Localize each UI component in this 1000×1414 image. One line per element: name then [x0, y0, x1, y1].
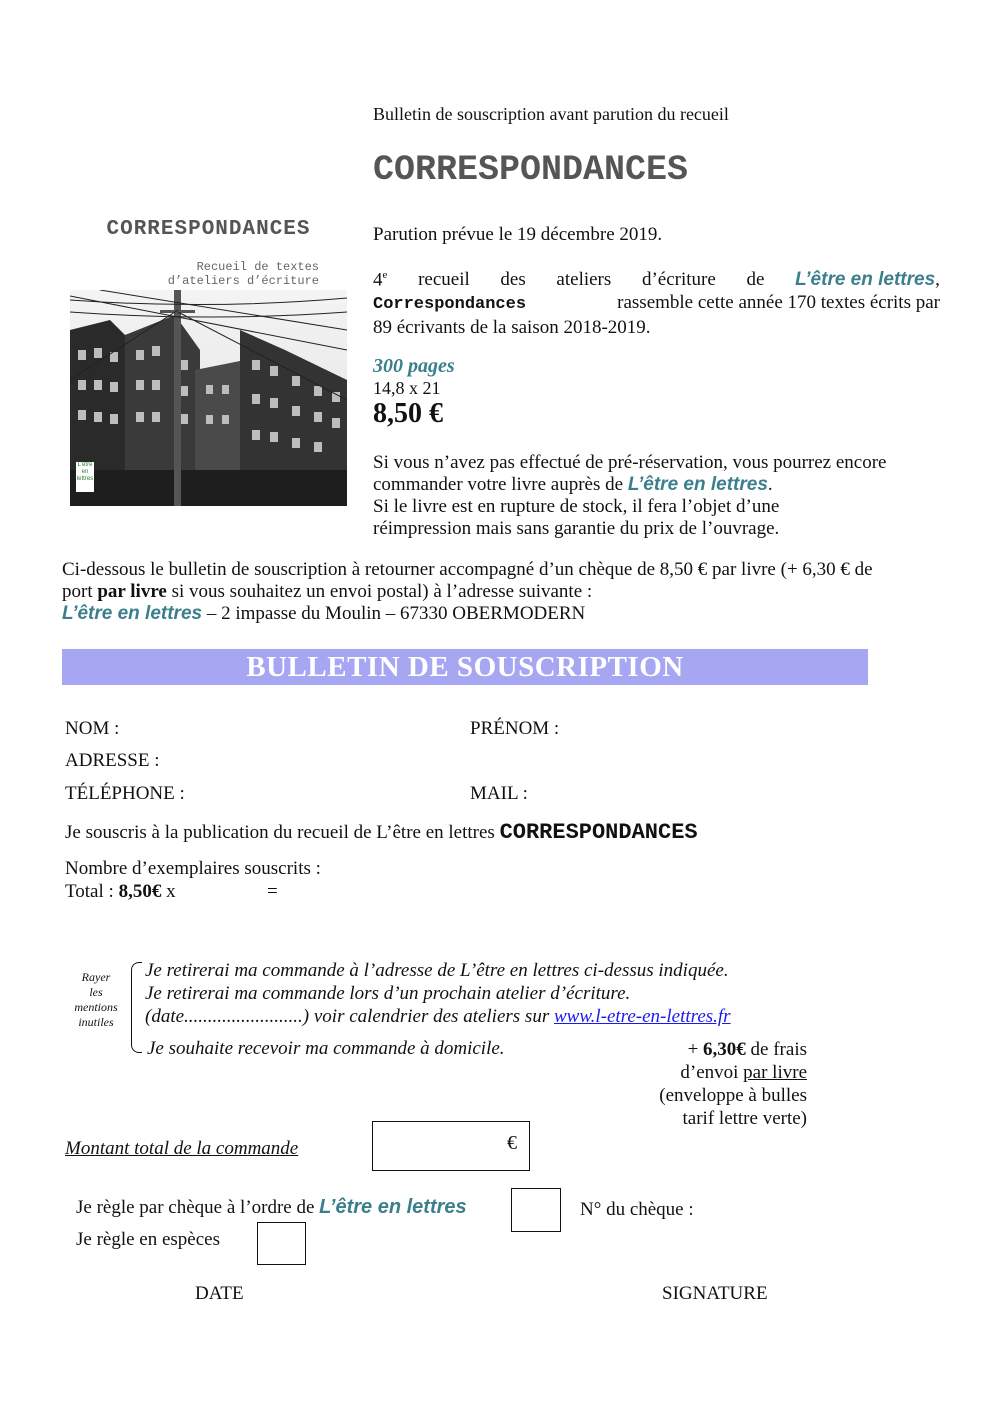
option-date-text: (date.........................) voir calendrier des ateliers sur — [145, 1006, 554, 1027]
intro-book-name: Correspondances — [373, 295, 527, 315]
pickup-options — [145, 959, 731, 1028]
instructions-per-book: par livre — [97, 581, 167, 602]
subscribe-text: Je souscris à la publication du recueil de L’être en lettres — [65, 822, 500, 843]
option-pickup-address[interactable]: Je retirerai ma commande à l’adresse de L’être en lettres ci-dessus indiquée. — [145, 960, 729, 981]
intro-paragraph: 4e recueil des ateliers d’écriture de L’être en lettres, Correspondances rassemble cette année 170 textes écrits par 89 écrivants de la saison 2018-2019. — [373, 269, 940, 339]
bracket-bottom — [131, 1012, 142, 1053]
page-count: 300 pages — [373, 355, 455, 377]
shipping-note — [630, 1038, 807, 1130]
instructions-org-name: L’être en lettres — [62, 603, 203, 624]
stock-notice — [373, 452, 886, 540]
cover-logo: L'être en lettres — [76, 462, 94, 492]
notice-line4: réimpression mais sans garantie du prix de l’ouvrage. — [373, 518, 780, 539]
notice-line2: commander votre livre auprès de — [373, 474, 628, 495]
prenom-label: PRÉNOM : — [470, 718, 560, 739]
cheque-line — [76, 1196, 467, 1219]
ship-price: 6,30€ — [703, 1039, 746, 1060]
rayer-line2: les — [89, 985, 103, 999]
ship-plus: + — [687, 1039, 704, 1060]
adresse-label: ADRESSE : — [65, 750, 160, 771]
rayer-line4: inutiles — [78, 1015, 114, 1029]
instructions-line1: Ci-dessous le bulletin de souscription à retourner accompagné d’un chèque de 8,50 € par livre (+ 6,30 € de — [62, 559, 873, 580]
subscribe-statement — [65, 820, 698, 845]
notice-line3: Si le livre est en rupture de stock, il fera l’objet d’une — [373, 496, 780, 517]
nom-label: NOM : — [65, 718, 120, 739]
mail-label: MAIL : — [470, 783, 528, 804]
option-home-delivery[interactable]: Je souhaite recevoir ma commande à domicile. — [147, 1038, 505, 1059]
telephone-label: TÉLÉPHONE : — [65, 783, 185, 804]
cover-photo — [70, 290, 347, 506]
website-link[interactable]: www.l-etre-en-lettres.fr — [553, 1006, 731, 1027]
ship-fees: de frais — [745, 1039, 807, 1060]
cover-subtitle-line1: Recueil de textes — [196, 260, 319, 274]
total-line — [65, 881, 176, 903]
page-title: CORRESPONDANCES — [373, 150, 689, 190]
ship-per-book: par livre — [743, 1062, 807, 1083]
book-cover — [70, 212, 347, 506]
cash-checkbox[interactable] — [257, 1222, 306, 1265]
book-price: 8,50 € — [373, 398, 443, 429]
cheque-text: Je règle par chèque à l’ordre de — [76, 1197, 320, 1218]
intro-comma: , — [935, 269, 940, 291]
release-date: Parution prévue le 19 décembre 2019. — [373, 224, 663, 245]
order-total-field[interactable] — [372, 1121, 530, 1171]
form-banner — [62, 649, 868, 685]
notice-org-name: L’être en lettres — [627, 474, 768, 495]
cover-subtitle-line2: d’ateliers d’écriture — [167, 274, 319, 288]
postal-address: – 2 impasse du Moulin – 67330 OBERMODERN — [202, 603, 586, 624]
cheque-checkbox[interactable] — [511, 1188, 561, 1232]
subscribe-book-title: CORRESPONDANCES — [499, 820, 698, 845]
rayer-note — [66, 970, 126, 1030]
total-unit-price: 8,50€ — [118, 881, 162, 902]
rayer-line1: Rayer — [81, 970, 111, 984]
cash-label: Je règle en espèces — [76, 1229, 221, 1250]
option-pickup-workshop[interactable]: Je retirerai ma commande lors d’un prochain atelier d’écriture. — [145, 983, 631, 1004]
intro-line2: rassemble cette année 170 textes écrits par — [617, 292, 940, 314]
book-format: 14,8 x 21 — [373, 378, 441, 398]
ship-rate: tarif lettre verte) — [682, 1108, 807, 1129]
total-times: x — [161, 881, 176, 902]
instructions-port: port — [62, 581, 98, 602]
copies-label: Nombre d’exemplaires souscrits : — [65, 858, 321, 879]
order-total-label: Montant total de la commande — [65, 1138, 299, 1159]
signature-label: SIGNATURE — [662, 1283, 768, 1304]
subscription-subtitle: Bulletin de souscription avant parution du recueil — [373, 104, 729, 124]
intro-number: 4 — [373, 269, 383, 291]
notice-line1: Si vous n’avez pas effectué de pré-réservation, vous pourrez encore — [373, 452, 887, 473]
total-label: Total : — [65, 881, 119, 902]
cheque-number-label: N° du chèque : — [580, 1199, 694, 1220]
instructions-line2: si vous souhaitez un envoi postal) à l’adresse suivante : — [166, 581, 593, 602]
cover-title: CORRESPONDANCES — [106, 218, 311, 241]
rayer-line3: mentions — [74, 1000, 118, 1014]
notice-period: . — [767, 474, 773, 495]
cheque-org-name: L’être en lettres — [319, 1196, 467, 1218]
intro-number-sup: e — [382, 269, 388, 281]
ship-envelope: (enveloppe à bulles — [659, 1085, 807, 1106]
return-instructions — [62, 559, 942, 625]
ship-envoi: d’envoi — [680, 1062, 744, 1083]
form-title: BULLETIN DE SOUSCRIPTION — [246, 651, 684, 683]
euro-sign: € — [507, 1132, 517, 1154]
date-label: DATE — [195, 1283, 244, 1304]
total-equals: = — [267, 881, 278, 902]
intro-line3: 89 écrivants de la saison 2018-2019. — [373, 317, 651, 339]
intro-org-name: L’être en lettres — [795, 269, 936, 291]
bracket-top — [131, 962, 142, 1013]
